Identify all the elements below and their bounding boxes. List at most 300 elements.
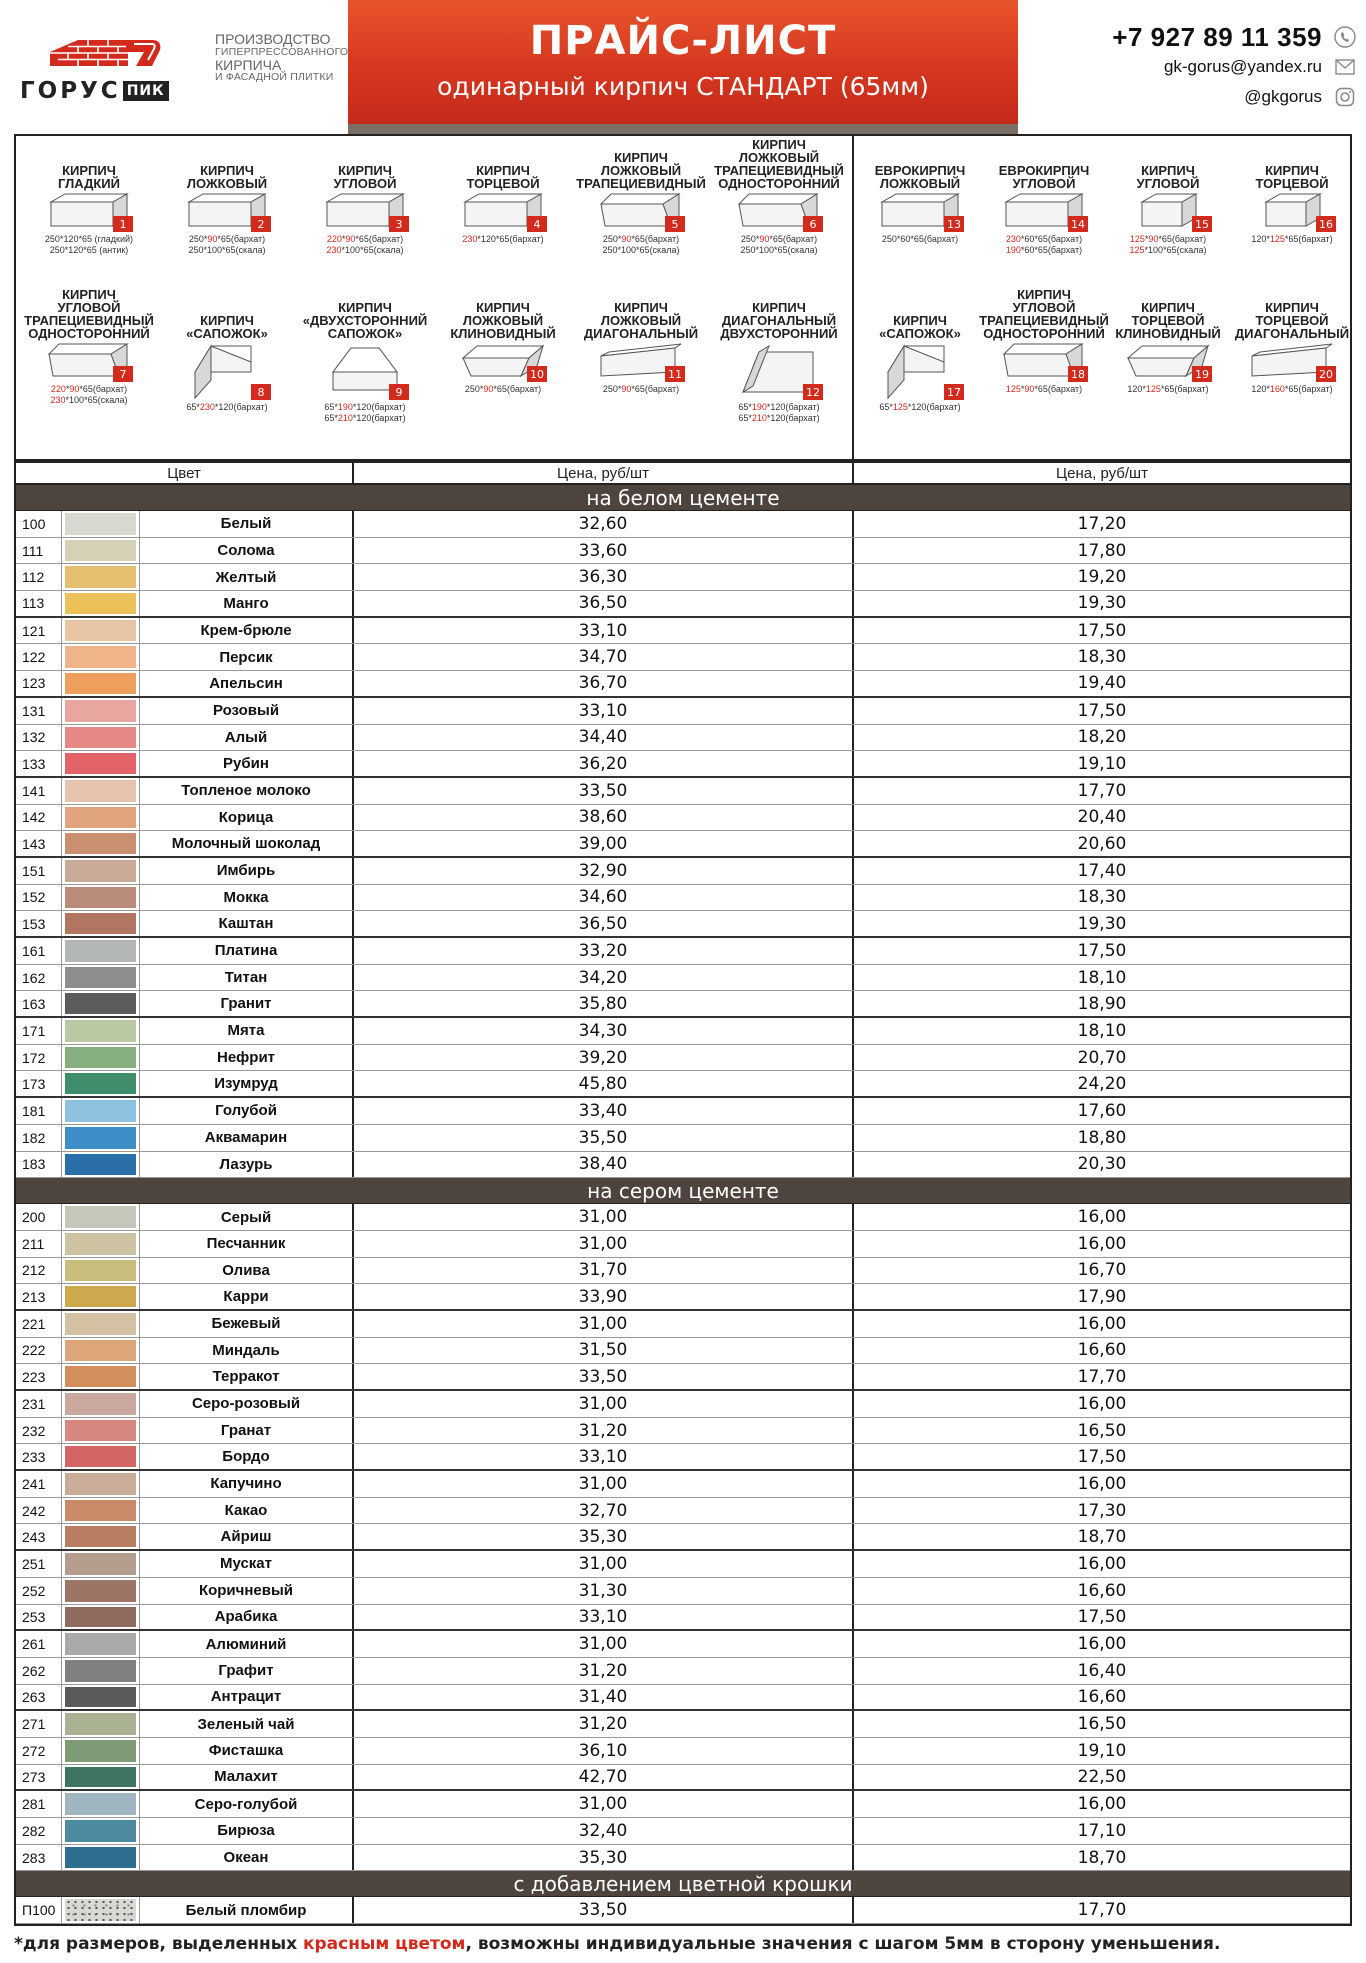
brick-number: 10 <box>530 368 544 381</box>
price-standard: 33,50 <box>354 1897 854 1923</box>
table-row <box>16 1791 1350 1818</box>
table-row <box>16 1631 1350 1658</box>
price-euro: 17,10 <box>1077 1820 1127 1841</box>
color-swatch <box>62 1071 140 1096</box>
price-euro: 16,70 <box>1077 1260 1127 1281</box>
color-code: 183 <box>16 1152 62 1178</box>
color-name: Океан <box>140 1845 354 1871</box>
table-row <box>16 1311 1350 1338</box>
brick-item-9 <box>296 286 434 424</box>
table-row <box>16 991 1350 1018</box>
color-swatch <box>62 831 140 856</box>
color-code: 161 <box>16 938 62 964</box>
price-standard: 31,40 <box>354 1685 854 1710</box>
price-standard: 39,00 <box>354 831 854 856</box>
contact-email[interactable]: gk-gorus@yandex.ru <box>1112 52 1356 82</box>
price-standard: 32,60 <box>354 511 854 537</box>
brick-name: ЕВРОКИРПИЧ ЛОЖКОВЫЙ <box>874 163 966 191</box>
color-code: 123 <box>16 671 62 696</box>
price-euro: 24,20 <box>1077 1073 1127 1094</box>
color-code: 251 <box>16 1551 62 1577</box>
color-swatch <box>62 1231 140 1257</box>
color-swatch <box>62 1045 140 1071</box>
table-row <box>16 1071 1350 1098</box>
color-name: Графит <box>140 1658 354 1684</box>
brick-shape-icon <box>181 192 273 234</box>
brick-name: КИРПИЧ ТОРЦЕВОЙ КЛИНОВИДНЫЙ <box>1115 300 1221 341</box>
brick-number: 2 <box>257 218 265 231</box>
brick-name: КИРПИЧ ЛОЖКОВЫЙ ТРАПЕЦИЕВИДНЫЙ <box>576 150 706 191</box>
brick-size: 120*160*65(бархат) <box>1251 384 1333 394</box>
color-code: 213 <box>16 1284 62 1309</box>
brick-size: 230*120*65(бархат) <box>462 234 544 244</box>
brick-size: 120*125*65(бархат) <box>1127 384 1209 394</box>
brick-number: 14 <box>1071 218 1085 231</box>
color-swatch <box>62 1605 140 1630</box>
brick-name: КИРПИЧ «САПОЖОК» <box>879 313 961 341</box>
color-code: 221 <box>16 1311 62 1337</box>
brick-name: КИРПИЧ УГЛОВОЙ <box>1136 163 1200 191</box>
price-standard: 32,70 <box>354 1498 854 1524</box>
price-euro: 19,30 <box>1077 593 1127 614</box>
color-swatch <box>62 725 140 751</box>
price-euro: 18,30 <box>1077 647 1127 668</box>
table-row <box>16 1364 1350 1391</box>
table-row <box>16 1338 1350 1365</box>
color-swatch <box>62 1444 140 1469</box>
brick-size: 65*125*120(бархат) <box>879 402 961 412</box>
contacts <box>1112 22 1356 112</box>
color-swatch <box>62 1098 140 1124</box>
brick-shape-icon <box>1246 192 1338 234</box>
brick-item-17 <box>858 286 982 413</box>
brick-number: 7 <box>119 368 127 381</box>
price-euro: 18,10 <box>1077 967 1127 988</box>
price-standard: 36,50 <box>354 591 854 616</box>
brick-item-7 <box>20 286 158 406</box>
color-name: Молочный шоколад <box>140 831 354 856</box>
brick-shape-icon <box>319 192 411 234</box>
price-standard: 36,20 <box>354 751 854 776</box>
brick-item-10 <box>434 286 572 395</box>
color-code: 212 <box>16 1258 62 1284</box>
contact-instagram[interactable]: @gkgorus <box>1112 82 1356 112</box>
color-swatch <box>62 805 140 831</box>
col-price2-header: Цена, руб/шт <box>1056 464 1148 482</box>
price-standard: 36,10 <box>354 1738 854 1764</box>
col-color-header: Цвет <box>16 463 354 483</box>
color-swatch <box>62 911 140 936</box>
color-swatch <box>62 1738 140 1764</box>
color-name: Алюминий <box>140 1631 354 1657</box>
brick-number: 18 <box>1071 368 1085 381</box>
price-standard: 36,30 <box>354 564 854 590</box>
table-row <box>16 1845 1350 1872</box>
table-row <box>16 1578 1350 1605</box>
price-standard: 31,30 <box>354 1578 854 1604</box>
price-euro: 16,00 <box>1077 1393 1127 1414</box>
color-swatch <box>62 1845 140 1871</box>
color-name: Платина <box>140 938 354 964</box>
table-row <box>16 1152 1350 1179</box>
brick-item-16 <box>1230 136 1354 245</box>
color-swatch <box>62 1658 140 1684</box>
table-row <box>16 1391 1350 1418</box>
brick-number: 4 <box>533 218 541 231</box>
brick-item-2 <box>158 136 296 256</box>
table-row <box>16 911 1350 938</box>
brick-name: КИРПИЧ ЛОЖКОВЫЙ ТРАПЕЦИЕВИДНЫЙ ОДНОСТОРОННИЙ <box>714 137 844 191</box>
brick-shape-icon <box>457 192 549 234</box>
color-swatch <box>62 1471 140 1497</box>
color-swatch <box>62 1578 140 1604</box>
color-swatch <box>62 1897 140 1923</box>
price-euro: 22,50 <box>1077 1766 1127 1787</box>
table-row <box>16 1045 1350 1072</box>
table-row <box>16 1125 1350 1152</box>
price-euro: 19,10 <box>1077 1740 1127 1761</box>
table-row <box>16 1498 1350 1525</box>
color-code: 113 <box>16 591 62 616</box>
price-euro: 19,40 <box>1077 673 1127 694</box>
color-code: 231 <box>16 1391 62 1417</box>
brick-name: КИРПИЧ УГЛОВОЙ <box>333 163 397 191</box>
color-code: 100 <box>16 511 62 537</box>
table-row <box>16 885 1350 912</box>
brick-number: 3 <box>395 218 403 231</box>
table-row <box>16 1471 1350 1498</box>
brick-number: 19 <box>1195 368 1209 381</box>
color-name: Бежевый <box>140 1311 354 1337</box>
brick-size: 250*120*65 (гладкий) 250*120*65 (антик) <box>44 234 134 255</box>
color-swatch <box>62 1125 140 1151</box>
brick-shape-icon <box>43 342 135 384</box>
color-name: Зеленый чай <box>140 1711 354 1737</box>
price-euro: 19,20 <box>1077 567 1127 588</box>
color-code: 131 <box>16 698 62 724</box>
brick-name: КИРПИЧ «САПОЖОК» <box>186 313 268 341</box>
brick-shape-icon <box>595 192 687 234</box>
price-standard: 38,40 <box>354 1152 854 1178</box>
color-name: Лазурь <box>140 1152 354 1178</box>
table-row <box>16 1765 1350 1792</box>
price-standard: 33,10 <box>354 1444 854 1469</box>
color-code: 142 <box>16 805 62 831</box>
color-swatch <box>62 671 140 696</box>
brick-name: КИРПИЧ УГЛОВОЙ ТРАПЕЦИЕВИДНЫЙ ОДНОСТОРОННИЙ <box>979 287 1109 341</box>
table-row <box>16 1738 1350 1765</box>
brick-size: 65*230*120(бархат) <box>186 402 268 412</box>
brick-number: 11 <box>668 368 682 381</box>
color-code: 181 <box>16 1098 62 1124</box>
price-standard: 34,60 <box>354 885 854 911</box>
price-euro: 17,80 <box>1077 540 1127 561</box>
price-standard: 31,00 <box>354 1471 854 1497</box>
price-standard: 34,40 <box>354 725 854 751</box>
brick-item-13 <box>858 136 982 245</box>
brick-item-8 <box>158 286 296 413</box>
price-standard: 31,00 <box>354 1391 854 1417</box>
brick-item-14 <box>982 136 1106 256</box>
color-code: 163 <box>16 991 62 1016</box>
price-standard: 34,20 <box>354 965 854 991</box>
color-name: Каштан <box>140 911 354 936</box>
brick-catalog <box>14 134 1352 461</box>
price-standard: 33,50 <box>354 1364 854 1389</box>
title-banner <box>348 0 1018 128</box>
color-swatch <box>62 698 140 724</box>
price-euro: 16,60 <box>1077 1340 1127 1361</box>
color-code: 272 <box>16 1738 62 1764</box>
brick-number: 1 <box>119 218 127 231</box>
brick-item-18 <box>979 286 1109 395</box>
brick-item-6 <box>710 136 848 256</box>
price-euro: 16,00 <box>1077 1634 1127 1655</box>
color-swatch <box>62 1311 140 1337</box>
brick-name: КИРПИЧ ЛОЖКОВЫЙ <box>186 163 268 191</box>
brand-logo-icon <box>48 32 163 72</box>
brick-name: КИРПИЧ ДИАГОНАЛЬНЫЙ ДВУХСТОРОННИЙ <box>720 300 838 341</box>
brick-size: 250*90*65(бархат) 250*100*65(скала) <box>188 234 266 255</box>
brick-name: КИРПИЧ ТОРЦЕВОЙ <box>466 163 540 191</box>
color-swatch <box>62 965 140 991</box>
color-swatch <box>62 618 140 644</box>
color-name: Карри <box>140 1284 354 1309</box>
table-row <box>16 1524 1350 1551</box>
color-name: Гранат <box>140 1418 354 1444</box>
section-header: на белом цементе <box>16 485 1350 511</box>
price-euro: 17,50 <box>1077 1446 1127 1467</box>
price-euro: 20,60 <box>1077 833 1127 854</box>
color-name: Коричневый <box>140 1578 354 1604</box>
color-code: 162 <box>16 965 62 991</box>
brick-size: 65*190*120(бархат) 65*210*120(бархат) <box>324 402 406 423</box>
table-row <box>16 1444 1350 1471</box>
table-row <box>16 1204 1350 1231</box>
price-euro: 18,70 <box>1077 1526 1127 1547</box>
brick-item-19 <box>1106 286 1230 395</box>
color-name: Желтый <box>140 564 354 590</box>
price-euro: 16,60 <box>1077 1580 1127 1601</box>
brick-shape-icon <box>733 342 825 402</box>
price-euro: 16,50 <box>1077 1420 1127 1441</box>
brick-item-4 <box>434 136 572 245</box>
brick-name: КИРПИЧ ЛОЖКОВЫЙ ДИАГОНАЛЬНЫЙ <box>583 300 699 341</box>
color-code: 211 <box>16 1231 62 1257</box>
color-code: 262 <box>16 1658 62 1684</box>
brick-item-20 <box>1230 286 1354 395</box>
table-row <box>16 1658 1350 1685</box>
brand-tagline: ПРОИЗВОДСТВО ГИПЕРПРЕССОВАННОГО КИРПИЧА И ФАСАДНОЙ ПЛИТКИ <box>215 31 349 84</box>
color-code: 122 <box>16 644 62 670</box>
color-name: Серо-розовый <box>140 1391 354 1417</box>
color-name: Розовый <box>140 698 354 724</box>
table-row <box>16 831 1350 858</box>
color-code: 151 <box>16 858 62 884</box>
color-code: 133 <box>16 751 62 776</box>
price-euro: 16,00 <box>1077 1553 1127 1574</box>
brick-number: 8 <box>257 386 265 399</box>
brick-name: КИРПИЧ ГЛАДКИЙ <box>58 163 120 191</box>
color-name: Арабика <box>140 1605 354 1630</box>
price-standard: 33,10 <box>354 698 854 724</box>
color-code: 263 <box>16 1685 62 1710</box>
price-euro: 16,00 <box>1077 1794 1127 1815</box>
color-swatch <box>62 591 140 616</box>
price-standard: 32,40 <box>354 1818 854 1844</box>
color-code: 200 <box>16 1204 62 1230</box>
table-row <box>16 1418 1350 1445</box>
brick-shape-icon <box>181 342 273 402</box>
table-row <box>16 591 1350 618</box>
price-euro: 17,70 <box>1077 1366 1127 1387</box>
col-price1-header: Цена, руб/шт <box>354 463 854 483</box>
table-row <box>16 1551 1350 1578</box>
brand-name: ГОРУС ПИК <box>20 78 200 104</box>
table-row <box>16 538 1350 565</box>
brick-size: 125*90*65(бархат) 125*100*65(скала) <box>1129 234 1207 255</box>
table-row <box>16 1897 1350 1924</box>
page-header <box>0 0 1366 130</box>
price-standard: 31,20 <box>354 1711 854 1737</box>
price-euro: 16,50 <box>1077 1714 1127 1735</box>
brick-item-11 <box>572 286 710 395</box>
color-swatch <box>62 1791 140 1817</box>
color-name: Манго <box>140 591 354 616</box>
price-standard: 33,10 <box>354 618 854 644</box>
price-standard: 45,80 <box>354 1071 854 1096</box>
color-swatch <box>62 1018 140 1044</box>
price-euro: 18,10 <box>1077 1020 1127 1041</box>
price-standard: 38,60 <box>354 805 854 831</box>
price-euro: 17,60 <box>1077 1100 1127 1121</box>
table-row <box>16 751 1350 778</box>
table-header <box>16 461 1350 485</box>
color-swatch <box>62 564 140 590</box>
table-row <box>16 1018 1350 1045</box>
color-code: 241 <box>16 1471 62 1497</box>
brick-number: 20 <box>1319 368 1333 381</box>
brick-number: 16 <box>1319 218 1333 231</box>
brick-size: 230*60*65(бархат) 190*60*65(бархат) <box>1005 234 1083 255</box>
table-bottom-border <box>14 1924 1352 1926</box>
color-code: 242 <box>16 1498 62 1524</box>
color-name: Айриш <box>140 1524 354 1549</box>
price-euro: 17,50 <box>1077 620 1127 641</box>
price-standard: 33,40 <box>354 1098 854 1124</box>
color-swatch <box>62 1818 140 1844</box>
brick-shape-icon <box>998 192 1090 234</box>
color-name: Бирюза <box>140 1818 354 1844</box>
color-swatch <box>62 644 140 670</box>
table-row <box>16 805 1350 832</box>
color-code: 141 <box>16 778 62 804</box>
brick-size: 250*60*65(бархат) <box>881 234 959 244</box>
color-name: Имбирь <box>140 858 354 884</box>
table-row <box>16 671 1350 698</box>
color-name: Олива <box>140 1258 354 1284</box>
brick-name: КИРПИЧ УГЛОВОЙ ТРАПЕЦИЕВИДНЫЙ ОДНОСТОРОННИЙ <box>24 287 154 341</box>
price-standard: 31,00 <box>354 1631 854 1657</box>
color-code: 152 <box>16 885 62 911</box>
color-code: П100 <box>16 1897 62 1923</box>
color-name: Малахит <box>140 1765 354 1790</box>
color-code: 182 <box>16 1125 62 1151</box>
contact-phone[interactable]: +7 927 89 11 359 <box>1112 22 1356 52</box>
color-name: Белый <box>140 511 354 537</box>
price-standard: 42,70 <box>354 1765 854 1790</box>
table-row <box>16 938 1350 965</box>
brick-number: 9 <box>395 386 403 399</box>
price-euro: 17,40 <box>1077 860 1127 881</box>
brick-shape-icon <box>43 192 135 234</box>
brick-size: 220*90*65(бархат) 230*100*65(скала) <box>50 384 128 405</box>
color-swatch <box>62 1152 140 1178</box>
color-code: 252 <box>16 1578 62 1604</box>
color-swatch <box>62 1711 140 1737</box>
brick-number: 17 <box>947 386 961 399</box>
color-code: 261 <box>16 1631 62 1657</box>
brick-number: 6 <box>809 218 817 231</box>
price-standard: 31,20 <box>354 1658 854 1684</box>
color-name: Алый <box>140 725 354 751</box>
title-band <box>348 124 1018 134</box>
price-euro: 16,40 <box>1077 1660 1127 1681</box>
brick-shape-icon <box>998 342 1090 384</box>
price-standard: 31,00 <box>354 1311 854 1337</box>
color-name: Белый пломбир <box>140 1897 354 1923</box>
table-row <box>16 1258 1350 1285</box>
color-swatch <box>62 1418 140 1444</box>
price-euro: 16,00 <box>1077 1233 1127 1254</box>
brick-size: 250*90*65(бархат) <box>464 384 542 394</box>
price-euro: 18,80 <box>1077 1127 1127 1148</box>
price-standard: 31,00 <box>354 1231 854 1257</box>
color-swatch <box>62 991 140 1016</box>
color-swatch <box>62 938 140 964</box>
color-name: Терракот <box>140 1364 354 1389</box>
table-row <box>16 564 1350 591</box>
color-code: 143 <box>16 831 62 856</box>
page-subtitle: одинарный кирпич СТАНДАРТ (65мм) <box>437 72 929 101</box>
table-row <box>16 1231 1350 1258</box>
color-name: Персик <box>140 644 354 670</box>
color-name: Песчанник <box>140 1231 354 1257</box>
price-euro: 17,70 <box>1077 1900 1127 1921</box>
color-name: Миндаль <box>140 1338 354 1364</box>
color-swatch <box>62 751 140 776</box>
color-swatch <box>62 1765 140 1790</box>
color-name: Фисташка <box>140 1738 354 1764</box>
price-euro: 18,20 <box>1077 727 1127 748</box>
price-euro: 18,30 <box>1077 887 1127 908</box>
price-euro: 17,20 <box>1077 513 1127 534</box>
brand-pik-badge: ПИК <box>123 81 169 101</box>
color-name: Нефрит <box>140 1045 354 1071</box>
color-code: 243 <box>16 1524 62 1549</box>
brick-name: КИРПИЧ «ДВУХСТОРОННИЙ САПОЖОК» <box>302 300 428 341</box>
table-row <box>16 778 1350 805</box>
brick-shape-icon <box>595 342 687 384</box>
color-swatch <box>62 1685 140 1710</box>
price-standard: 31,70 <box>354 1258 854 1284</box>
color-swatch <box>62 511 140 537</box>
color-swatch <box>62 1204 140 1230</box>
table-row <box>16 511 1350 538</box>
price-standard: 36,70 <box>354 671 854 696</box>
price-euro: 19,30 <box>1077 913 1127 934</box>
brick-size: 250*90*65(бархат) 250*100*65(скала) <box>740 234 818 255</box>
